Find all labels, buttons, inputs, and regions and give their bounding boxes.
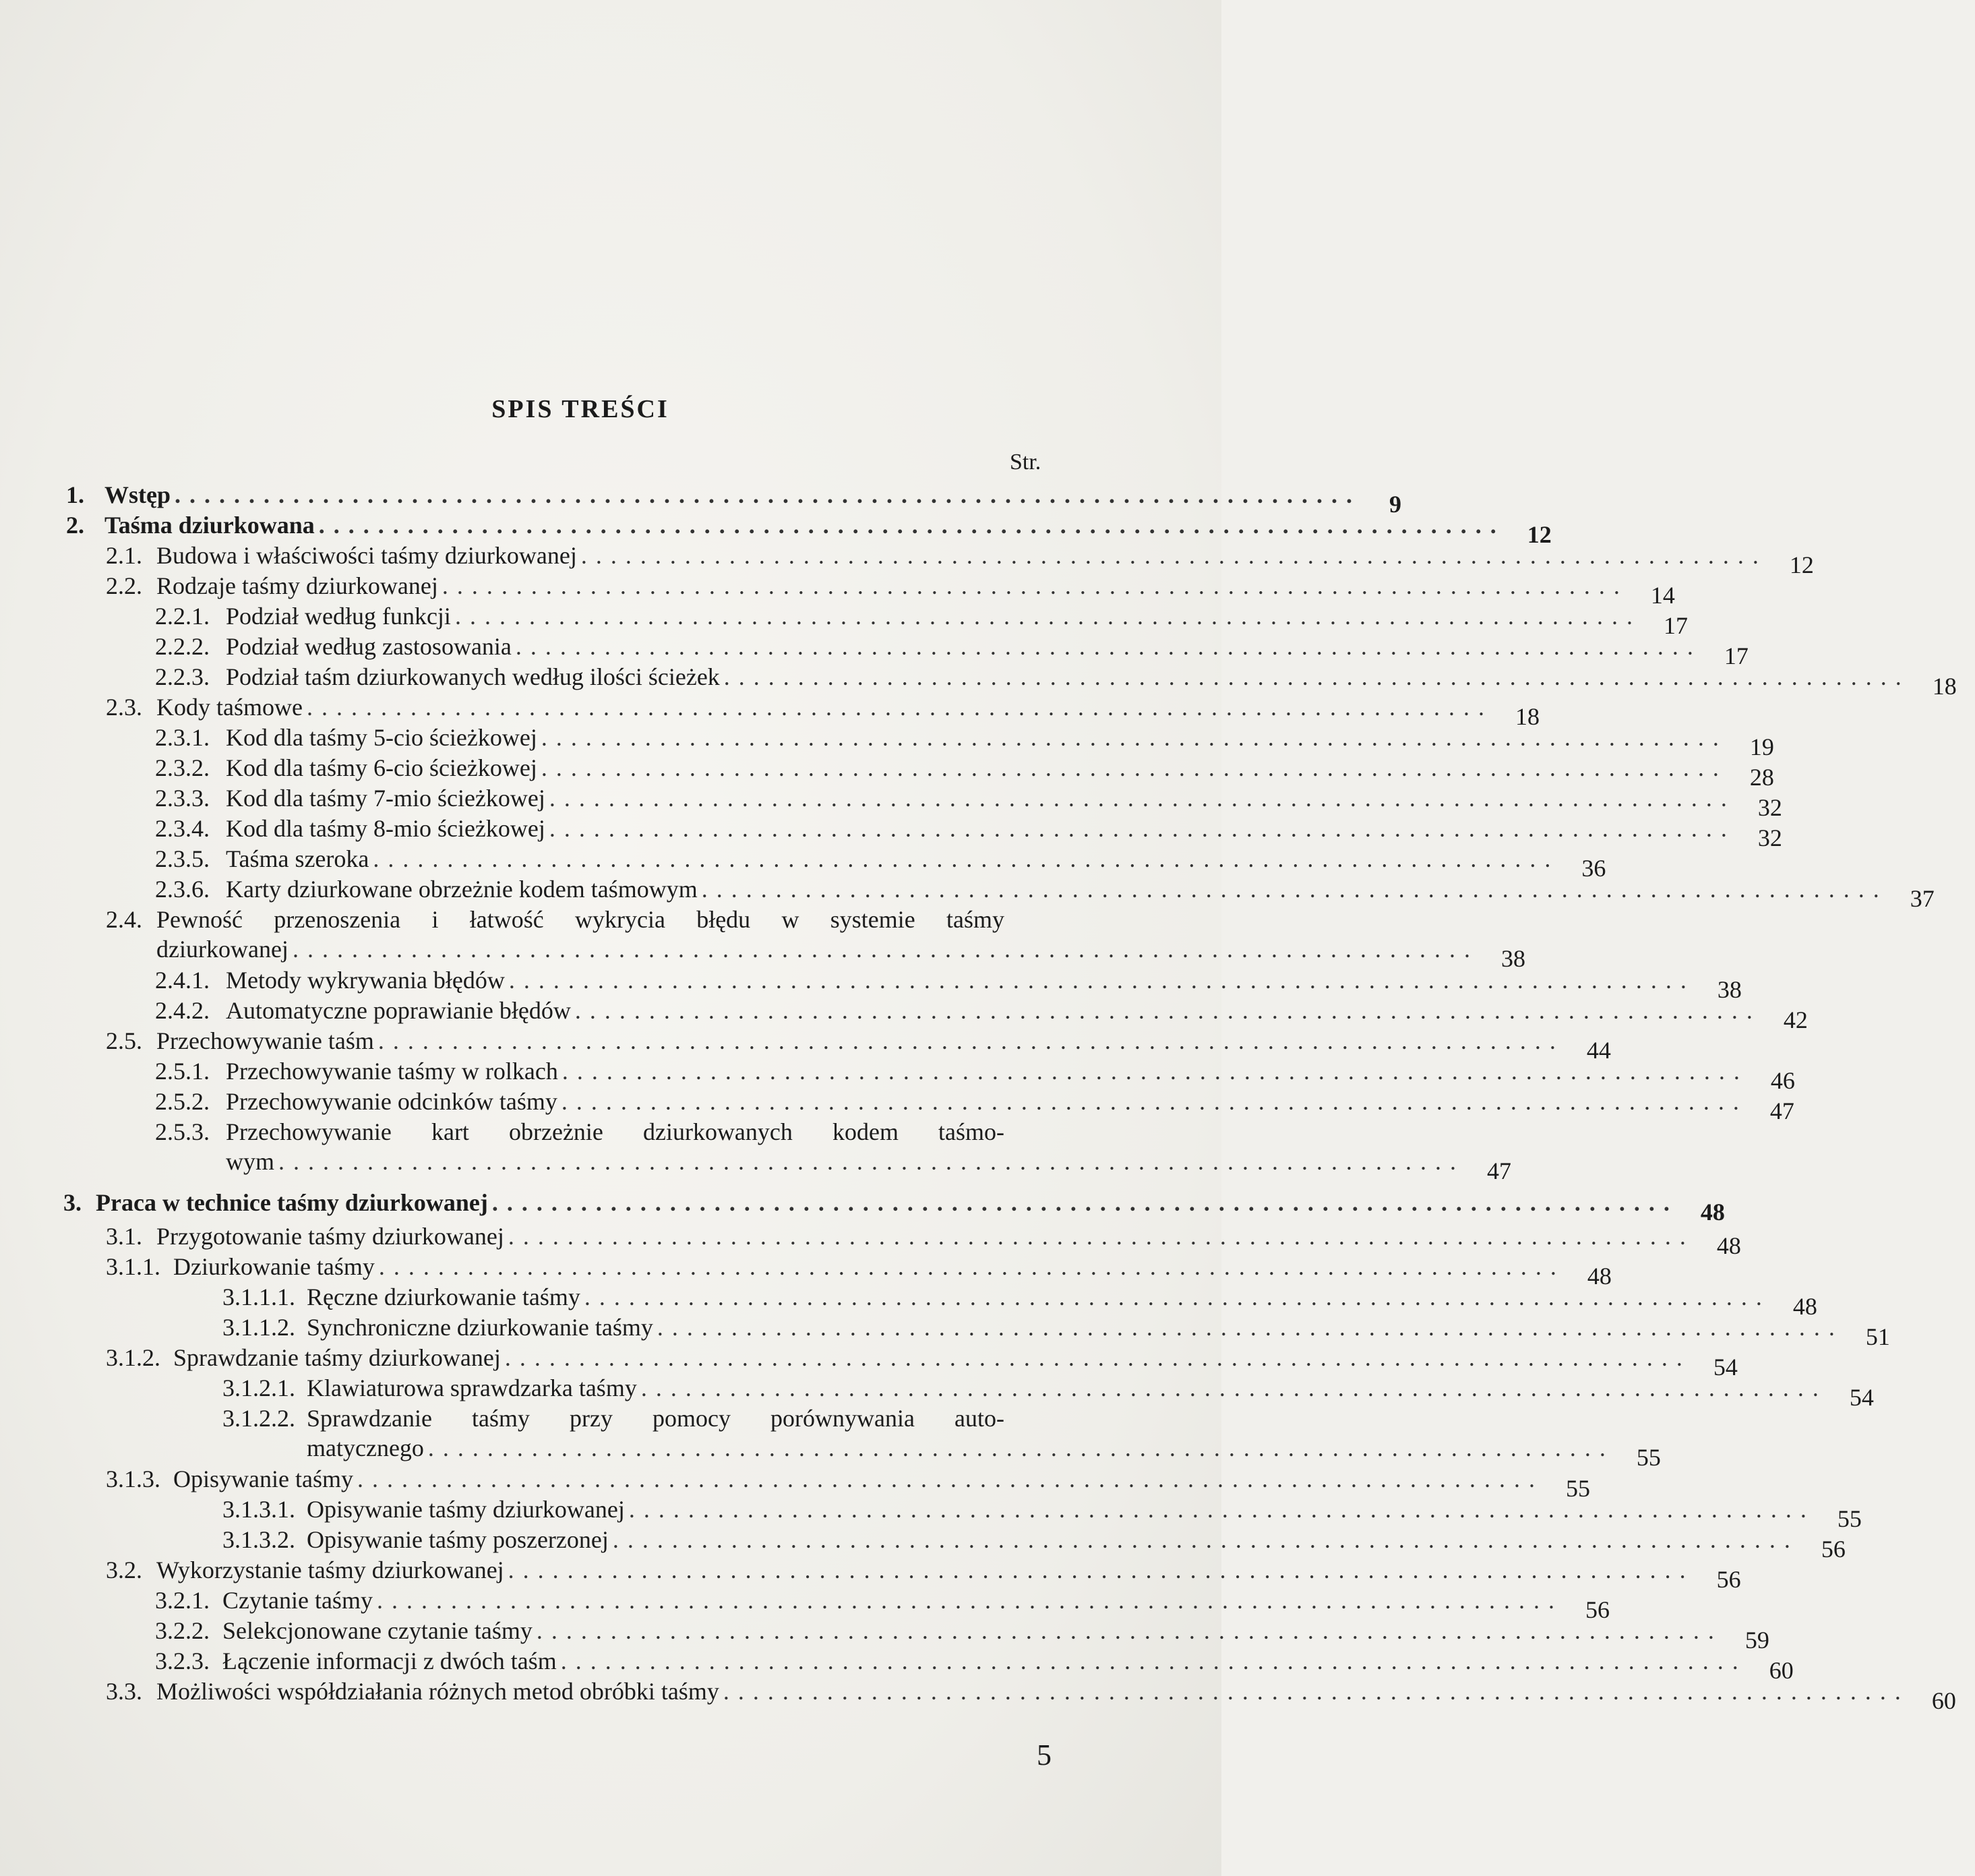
toc-entry [155, 1117, 1511, 1184]
dot-leader: ................................................................................ [515, 633, 1702, 660]
toc-entry-number: 2.3.6. [155, 876, 210, 903]
dot-leader: ................................................................................ [491, 1189, 1678, 1216]
toc-entry-page: 38 [1500, 945, 1525, 972]
toc-entry-number: 3.2. [106, 1556, 142, 1583]
dot-leader: ................................................................................ [454, 603, 1641, 630]
dot-leader: ................................................................................ [373, 845, 1560, 872]
toc-entry-number: 3.2.1. [155, 1587, 210, 1614]
toc-entry-page: 48 [1716, 1232, 1741, 1259]
dot-leader: ................................................................................ [640, 1374, 1827, 1401]
toc-entry-page: 46 [1770, 1067, 1795, 1094]
toc-entry-page: 48 [1700, 1199, 1725, 1226]
toc-entry [106, 541, 1814, 578]
toc-entry-text: Przygotowanie taśmy dziurkowanej [156, 1223, 504, 1250]
toc-entry-text-continued: wym [226, 1148, 274, 1175]
toc-entry-text: Przechowywanie odcinków taśmy [226, 1088, 557, 1115]
toc-entry-page: 51 [1865, 1323, 1890, 1350]
toc-entry-page: 9 [1389, 491, 1401, 518]
toc-entry-text: Automatyczne poprawianie błędów [226, 997, 571, 1024]
toc-entry-page: 42 [1783, 1006, 1808, 1033]
dot-leader: ................................................................................ [541, 724, 1728, 751]
toc-entry-number: 3.1.1. [106, 1253, 160, 1280]
toc-entry-text: Selekcjonowane czytanie taśmy [222, 1617, 533, 1644]
toc-entry-number: 3.1.3. [106, 1465, 160, 1492]
toc-entry-number: 2.3.3. [155, 785, 210, 812]
dot-leader: ................................................................................ [574, 997, 1761, 1024]
dot-leader: ................................................................................ [357, 1465, 1544, 1492]
toc-entry [106, 1252, 1612, 1290]
dot-leader: ................................................................................ [377, 1027, 1564, 1054]
toc-entry-page: 55 [1565, 1475, 1590, 1502]
toc-entry-number: 3.1.2. [106, 1344, 160, 1371]
toc-entry-number: 2.1. [106, 542, 142, 569]
toc-entry [222, 1373, 1874, 1411]
toc-entry-text: Karty dziurkowane obrzeżnie kodem taśmowym [226, 876, 698, 903]
toc-entry [222, 1312, 1890, 1350]
toc-entry-text: Podział według funkcji [226, 603, 451, 630]
dot-leader: ................................................................................ [508, 967, 1695, 994]
toc-entry [155, 753, 1774, 791]
toc-entry-number: 3.1.3.1. [222, 1496, 295, 1523]
toc-entry [222, 1282, 1817, 1320]
dot-leader: ................................................................................ [292, 936, 1479, 963]
toc-entry-page: 48 [1792, 1293, 1817, 1320]
toc-entry [66, 510, 1552, 548]
toc-entry-number: 3.1.2.2. [222, 1405, 295, 1432]
toc-entry-page: 47 [1487, 1157, 1511, 1184]
toc-entry-text: Sprawdzanie taśmy dziurkowanej [173, 1344, 501, 1371]
dot-leader: ................................................................................ [508, 1223, 1695, 1250]
toc-entry-page: 19 [1749, 733, 1774, 760]
toc-entry-text: Wykorzystanie taśmy dziurkowanej [156, 1556, 504, 1583]
dot-leader: ................................................................................ [701, 876, 1888, 903]
toc-entry-number: 3. [63, 1189, 82, 1216]
toc-entry-page: 55 [1636, 1444, 1661, 1471]
toc-entry-text: Opisywanie taśmy [173, 1465, 353, 1492]
toc-entry [222, 1525, 1846, 1563]
toc-entry-text: Sprawdzanie taśmy przy pomocy porównywania auto- [307, 1405, 1004, 1432]
toc-entry-page: 56 [1821, 1536, 1846, 1563]
dot-leader: ................................................................................ [378, 1253, 1565, 1280]
toc-entry-number: 2.3.5. [155, 845, 210, 872]
toc-entry-page: 37 [1910, 885, 1935, 912]
toc-entry-text: Taśma dziurkowana [104, 512, 315, 539]
toc-entry-text: Przechowywanie taśmy w rolkach [226, 1058, 558, 1085]
toc-entry-page: 47 [1769, 1097, 1794, 1124]
toc-entry [155, 874, 1935, 912]
toc-entry-text: Budowa i właściwości taśmy dziurkowanej [156, 542, 577, 569]
toc-entry-number: 2.4.2. [155, 997, 210, 1024]
toc-entry-number: 2. [66, 512, 84, 539]
toc-entry [222, 1403, 1661, 1471]
dot-leader: ................................................................................ [561, 1088, 1748, 1115]
toc-entry [106, 905, 1525, 972]
toc-entry-text: Wstęp [104, 481, 171, 508]
toc-entry-page: 44 [1586, 1037, 1611, 1064]
toc-entry-number: 2.2. [106, 572, 142, 599]
dot-leader: ................................................................................ [318, 512, 1505, 539]
toc-entry-text: Kod dla taśmy 7-mio ścieżkowej [226, 785, 545, 812]
dot-leader: ................................................................................ [278, 1148, 1465, 1175]
toc-entry-text: Kody taśmowe [156, 694, 303, 721]
page-column-header: Str. [1010, 450, 1041, 475]
toc-entry [155, 1616, 1769, 1654]
dot-leader: ................................................................................ [723, 663, 1910, 690]
toc-entry-page: 60 [1931, 1687, 1956, 1714]
toc-entry [66, 480, 1401, 518]
toc-entry [155, 783, 1782, 821]
toc-entry [155, 1056, 1795, 1094]
toc-entry [63, 1188, 1725, 1226]
toc-entry-page: 28 [1749, 764, 1774, 791]
dot-leader: ................................................................................ [561, 1058, 1749, 1085]
toc-entry-number: 3.1. [106, 1223, 142, 1250]
toc-entry [106, 1026, 1611, 1064]
page-title: SPIS TREŚCI [491, 395, 669, 423]
toc-entry-number: 1. [66, 481, 84, 508]
toc-entry [155, 662, 1957, 700]
toc-entry-page: 32 [1757, 794, 1782, 821]
toc-entry [155, 844, 1606, 882]
toc-entry-text: Taśma szeroka [226, 845, 369, 872]
toc-entry-number: 2.4.1. [155, 967, 210, 994]
toc-entry-page: 60 [1769, 1657, 1794, 1684]
dot-leader: ................................................................................ [536, 1617, 1723, 1644]
page-number: 5 [1037, 1738, 1052, 1772]
toc-entry-text: Opisywanie taśmy poszerzonej [307, 1526, 609, 1553]
toc-entry-number: 2.5.2. [155, 1088, 210, 1115]
toc-entry-text: Czytanie taśmy [222, 1587, 373, 1614]
dot-leader: ................................................................................ [427, 1434, 1614, 1461]
toc-entry-number: 2.3.4. [155, 815, 210, 842]
toc-entry-text: Praca w technice taśmy dziurkowanej [96, 1189, 488, 1216]
toc-entry-text: Pewność przenoszenia i łatwość wykrycia błędu w systemie taśmy [156, 906, 1004, 933]
toc-entry-page: 32 [1757, 824, 1782, 851]
toc-entry-page: 17 [1663, 612, 1688, 639]
toc-entry-number: 3.1.2.1. [222, 1374, 295, 1401]
dot-leader: ................................................................................ [723, 1678, 1910, 1705]
toc-entry-page: 18 [1515, 703, 1540, 730]
toc-entry-number: 3.1.1.2. [222, 1314, 295, 1341]
dot-leader: ................................................................................ [612, 1526, 1799, 1553]
toc-entry-number: 2.2.2. [155, 633, 210, 660]
toc-entry [106, 1464, 1590, 1502]
toc-entry-number: 2.3.1. [155, 724, 210, 751]
toc-entry-number: 3.2.2. [155, 1617, 210, 1644]
dot-leader: ................................................................................ [306, 694, 1493, 721]
toc-entry [106, 1343, 1738, 1381]
toc-entry-page: 12 [1789, 551, 1814, 578]
dot-leader: ................................................................................ [560, 1647, 1747, 1674]
toc-entry-number: 2.4. [106, 906, 142, 933]
toc-entry-text: Przechowywanie kart obrzeżnie dziurkowanych kodem taśmo- [226, 1118, 1004, 1145]
toc-entry-text: Dziurkowanie taśmy [173, 1253, 375, 1280]
toc-entry-number: 2.5. [106, 1027, 142, 1054]
toc-entry-page: 54 [1713, 1354, 1738, 1381]
toc-entry-page: 55 [1837, 1505, 1862, 1532]
toc-entry-text: Przechowywanie taśm [156, 1027, 374, 1054]
toc-entry-text: Podział taśm dziurkowanych według ilości ścieżek [226, 663, 720, 690]
toc-entry-page: 12 [1527, 521, 1552, 548]
toc-entry-text-continued: dziurkowanej [156, 936, 288, 963]
toc-entry [155, 632, 1749, 669]
dot-leader: ................................................................................ [549, 815, 1736, 842]
dot-leader: ................................................................................ [504, 1344, 1691, 1371]
dot-leader: ................................................................................ [549, 785, 1736, 812]
dot-leader: ................................................................................ [580, 542, 1767, 569]
toc-entry-page: 36 [1581, 855, 1606, 882]
toc-entry-number: 2.3.2. [155, 754, 210, 781]
toc-entry-number: 3.1.3.2. [222, 1526, 295, 1553]
toc-entry [155, 1585, 1610, 1623]
toc-entry [155, 601, 1688, 639]
toc-entry-text: Kod dla taśmy 6-cio ścieżkowej [226, 754, 537, 781]
toc-entry-page: 56 [1585, 1596, 1610, 1623]
toc-entry [155, 1087, 1794, 1124]
toc-entry [106, 1676, 1956, 1714]
dot-leader: ................................................................................ [657, 1314, 1844, 1341]
toc-entry [155, 723, 1774, 760]
toc-entry [222, 1494, 1862, 1532]
toc-entry [155, 996, 1808, 1033]
dot-leader: ................................................................................ [628, 1496, 1815, 1523]
toc-entry-text: Możliwości współdziałania różnych metod obróbki taśmy [156, 1678, 719, 1705]
toc-entry-page: 59 [1744, 1627, 1769, 1654]
toc-entry-page: 18 [1932, 673, 1957, 700]
toc-entry-text: Opisywanie taśmy dziurkowanej [307, 1496, 625, 1523]
dot-leader: ................................................................................ [376, 1587, 1563, 1614]
toc-entry-number: 2.3. [106, 694, 142, 721]
toc-entry-text: Kod dla taśmy 5-cio ścieżkowej [226, 724, 537, 751]
toc-entry-number: 3.1.1.1. [222, 1283, 295, 1310]
toc-entry-page: 48 [1587, 1263, 1612, 1290]
toc-entry [155, 965, 1742, 1003]
dot-leader: ................................................................................ [584, 1283, 1771, 1310]
toc-entry-text: Kod dla taśmy 8-mio ścieżkowej [226, 815, 545, 842]
toc-entry-number: 2.5.3. [155, 1118, 210, 1145]
toc-entry [106, 1555, 1741, 1593]
toc-entry-text: Klawiaturowa sprawdzarka taśmy [307, 1374, 637, 1401]
dot-leader: ................................................................................ [541, 754, 1728, 781]
toc-entry-page: 17 [1724, 642, 1749, 669]
toc-entry-text-continued: matycznego [307, 1434, 424, 1461]
toc-entry-number: 3.2.3. [155, 1647, 210, 1674]
toc-entry [155, 1646, 1794, 1684]
toc-entry [155, 814, 1782, 851]
dot-leader: ................................................................................ [442, 572, 1629, 599]
toc-entry-number: 2.5.1. [155, 1058, 210, 1085]
toc-entry-text: Metody wykrywania błędów [226, 967, 505, 994]
toc-entry-text: Ręczne dziurkowanie taśmy [307, 1283, 580, 1310]
dot-leader: ................................................................................ [508, 1556, 1695, 1583]
toc-entry-page: 56 [1716, 1566, 1741, 1593]
toc-entry-number: 2.2.3. [155, 663, 210, 690]
toc-entry-number: 3.3. [106, 1678, 142, 1705]
toc-entry-text: Synchroniczne dziurkowanie taśmy [307, 1314, 653, 1341]
toc-entry-page: 54 [1849, 1384, 1874, 1411]
toc-entry-text: Podział według zastosowania [226, 633, 512, 660]
toc-entry [106, 571, 1675, 609]
toc-entry-page: 14 [1650, 582, 1675, 609]
toc-entry [106, 692, 1540, 730]
toc-entry-text: Łączenie informacji z dwóch taśm [222, 1647, 557, 1674]
toc-entry-page: 38 [1717, 976, 1742, 1003]
toc-entry [106, 1221, 1741, 1259]
dot-leader: ................................................................................ [175, 481, 1361, 508]
toc-entry-number: 2.2.1. [155, 603, 210, 630]
toc-entry-text: Rodzaje taśmy dziurkowanej [156, 572, 438, 599]
